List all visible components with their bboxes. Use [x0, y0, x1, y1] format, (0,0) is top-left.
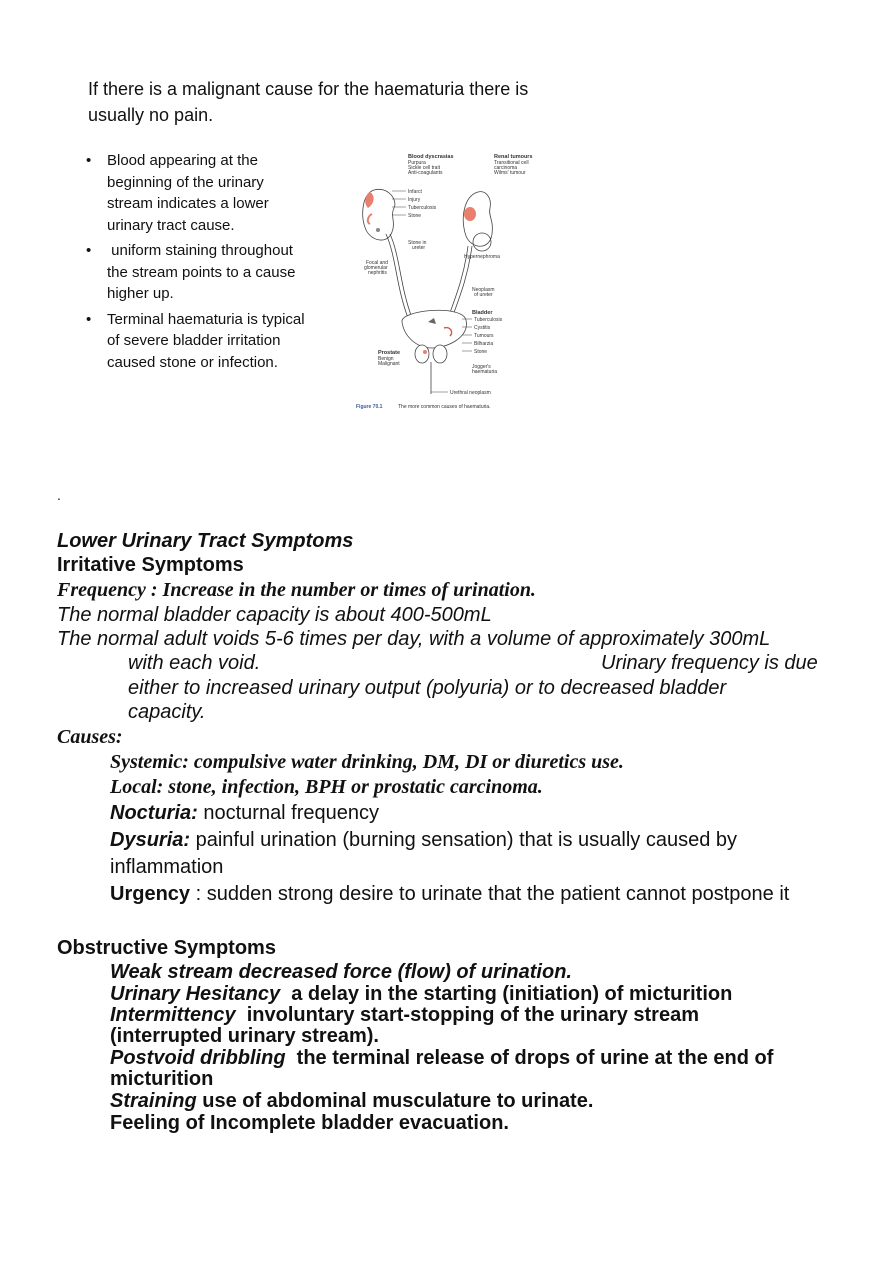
- causes-label: Causes:: [57, 726, 123, 748]
- fig-label: haematuria: [472, 369, 498, 375]
- fig-label: Infarct: [408, 189, 422, 195]
- bullet-icon: •: [86, 310, 92, 328]
- fig-label: Urethral neoplasm: [450, 390, 491, 396]
- intro-paragraph: [88, 76, 588, 128]
- fig-label: Tuberculosis: [474, 317, 503, 323]
- fig-label: Jogger's: [472, 364, 491, 370]
- fig-label: Injury: [408, 197, 421, 203]
- local-causes: Local: stone, infection, BPH or prostatic carcinoma.: [110, 776, 543, 798]
- dysuria-line-2: inflammation: [110, 856, 224, 878]
- fig-label: Neoplasm: [472, 287, 495, 293]
- haematuria-bullet-list: [86, 150, 348, 377]
- straining-definition: use of abdominal musculature to urinate.: [196, 1090, 594, 1112]
- fig-label: Malignant: [378, 361, 400, 367]
- figure-caption-text: The more common causes of haematuria.: [398, 404, 491, 410]
- fig-label: Anti-coagulants: [408, 170, 443, 176]
- frequency-definition: Frequency : Increase in the number or times of urination.: [57, 579, 536, 601]
- figure-caption-label: Figure 70.1: [356, 404, 383, 410]
- capacity-line: The normal bladder capacity is about 400-500mL: [57, 604, 492, 626]
- systemic-causes: Systemic: compulsive water drinking, DM, DI or diuretics use.: [110, 751, 624, 773]
- nocturia-term: Nocturia:: [110, 802, 198, 824]
- voids-line: either to increased urinary output (polyuria) or to decreased bladder: [128, 677, 727, 699]
- fig-label: Wilms' tumour: [494, 170, 526, 176]
- left-kidney-shape: [363, 189, 395, 240]
- right-kidney-shape: [463, 192, 492, 251]
- urgency-term: Urgency: [110, 883, 191, 905]
- dysuria-line: [110, 828, 737, 852]
- fig-label: Sickle cell trait: [408, 165, 440, 171]
- hesitancy-definition: a delay in the starting (initiation) of micturition: [280, 983, 733, 1005]
- dysuria-definition: painful urination (burning sensation) that is usually caused by: [190, 829, 738, 851]
- fig-label: Stone: [408, 213, 422, 219]
- straining-term: Straining: [110, 1090, 197, 1112]
- fig-label: Stone in: [408, 240, 427, 246]
- voids-line: Urinary frequency is due: [601, 652, 818, 674]
- intro-line: usually no pain.: [88, 105, 214, 125]
- fig-label: Purpura: [408, 160, 426, 166]
- stray-mark: .: [57, 487, 61, 503]
- intermittency-term: Intermittency: [110, 1004, 236, 1026]
- fig-label: nephritis: [368, 270, 387, 276]
- fig-heading-blood: Blood dyscrasias: [408, 154, 454, 160]
- postvoid-term: Postvoid dribbling: [110, 1047, 286, 1069]
- fig-label-prostate: Prostate: [378, 350, 401, 356]
- intermittency-definition: involuntary start-stopping of the urinary stream: [235, 1004, 699, 1026]
- haematuria-figure: [352, 146, 572, 414]
- voids-line: with each void.: [128, 652, 261, 674]
- bladder-shape: [402, 310, 466, 348]
- irritative-heading: Irritative Symptoms: [57, 554, 244, 576]
- fig-label: glomerular: [364, 265, 388, 271]
- straining-line: [110, 1089, 593, 1113]
- fig-label: Stone: [474, 349, 488, 355]
- postvoid-line-2: micturition: [110, 1068, 214, 1090]
- hesitancy-term: Urinary Hesitancy: [110, 983, 281, 1005]
- voids-line: The normal adult voids 5-6 times per day, with a volume of approximately 300mL: [57, 628, 771, 650]
- dysuria-term: Dysuria:: [110, 829, 191, 851]
- urinary-tract-diagram: [352, 146, 572, 414]
- nocturia-definition: nocturnal frequency: [197, 802, 380, 824]
- fig-label: Transitional cell: [494, 160, 529, 166]
- bullet-item: • Terminal haematuria is typical of severe bladder irritation caused stone or infection.: [86, 310, 305, 371]
- urgency-definition: : sudden strong desire to urinate that the patient cannot postpone it: [190, 883, 790, 905]
- fig-label: Focal and: [366, 260, 388, 266]
- fig-label: Tumours: [474, 333, 494, 339]
- fig-label: Tuberculosis: [408, 205, 437, 211]
- intro-line: If there is a malignant cause for the haematuria there is: [88, 79, 529, 99]
- bullet-icon: •: [86, 242, 92, 259]
- section-title: Lower Urinary Tract Symptoms: [57, 530, 354, 552]
- fig-label: carcinoma: [494, 165, 518, 171]
- incomplete-evacuation-line: Feeling of Incomplete bladder evacuation.: [110, 1112, 509, 1134]
- fig-label: Benign: [378, 356, 394, 362]
- fig-label: ureter: [412, 245, 426, 251]
- fig-label: Cystitis: [474, 325, 491, 331]
- voids-line: capacity.: [128, 701, 206, 723]
- obstructive-heading: Obstructive Symptoms: [57, 937, 276, 959]
- bullet-item: • Blood appearing at the beginning of the urinary stream indicates a lower urinary tract cause.: [86, 152, 269, 234]
- intermittency-line-2: (interrupted urinary stream).: [110, 1025, 379, 1047]
- fig-label: Bilharzia: [474, 341, 494, 347]
- nocturia-line: [110, 801, 379, 825]
- bullet-item: • uniform staining throughout the stream points to a cause higher up.: [86, 242, 296, 302]
- fig-label: of ureter: [474, 292, 493, 298]
- postvoid-definition: the terminal release of drops of urine at the end of: [285, 1047, 774, 1069]
- fig-heading-renal: Renal tumours: [494, 154, 533, 160]
- bullet-icon: •: [86, 152, 92, 169]
- urgency-line: [110, 882, 789, 906]
- fig-label-bladder: Bladder: [472, 310, 493, 316]
- fig-label: Hypernephroma: [464, 254, 500, 260]
- weak-stream-line: Weak stream decreased force (flow) of urination.: [110, 961, 572, 983]
